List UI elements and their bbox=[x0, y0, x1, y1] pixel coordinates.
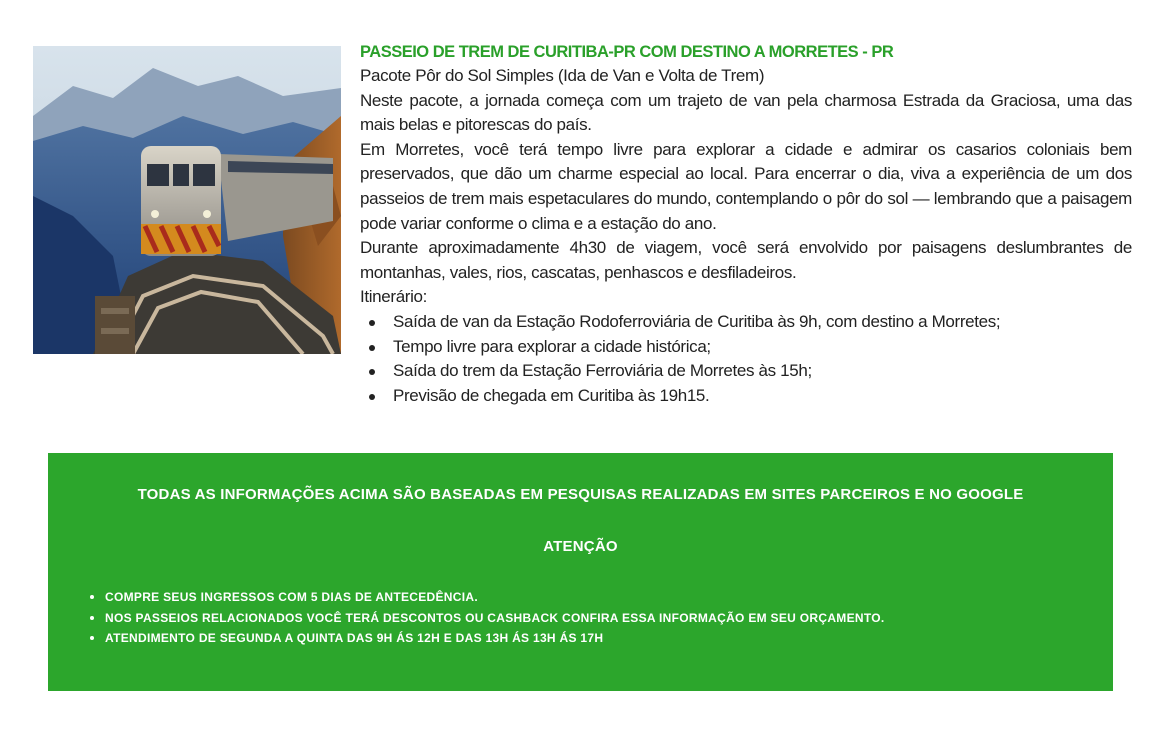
bullet-icon bbox=[369, 345, 375, 351]
notice-banner bbox=[48, 453, 1113, 691]
bullet-icon bbox=[90, 616, 94, 620]
bullet-icon bbox=[90, 595, 94, 599]
notice-item-text: ATENDIMENTO DE SEGUNDA A QUINTA DAS 9H ÁS 12H E DAS 13H ÁS 13H ÁS 17H bbox=[105, 631, 604, 645]
itinerary-item-text: Saída de van da Estação Rodoferroviária de Curitiba às 9h, com destino a Morretes; bbox=[393, 311, 1001, 331]
tour-paragraph: Durante aproximadamente 4h30 de viagem, você será envolvido por paisagens deslumbrantes de montanhas, vales, rios, cascatas, penhascos e desfiladeiros. bbox=[360, 238, 1132, 282]
itinerary-item bbox=[393, 310, 1132, 335]
itinerary-item-text: Saída do trem da Estação Ferroviária de Morretes às 15h; bbox=[393, 361, 812, 381]
bullet-icon bbox=[90, 636, 94, 640]
notice-heading: TODAS AS INFORMAÇÕES ACIMA SÃO BASEADAS EM PESQUISAS REALIZADAS EM SITES PARCEIROS E NO GOOGLE bbox=[137, 486, 1024, 503]
notice-list bbox=[105, 587, 885, 649]
itinerary-item bbox=[393, 335, 1132, 360]
tour-paragraph: Neste pacote, a jornada começa com um trajeto de van pela charmosa Estrada da Graciosa, uma das mais belas e pitorescas do país. bbox=[360, 90, 1132, 135]
notice-attention: ATENÇÃO bbox=[543, 538, 618, 555]
notice-item bbox=[105, 608, 885, 629]
itinerary-label: Itinerário: bbox=[360, 287, 428, 307]
itinerary-item-text: Previsão de chegada em Curitiba às 19h15. bbox=[393, 385, 710, 405]
notice-item-text: NOS PASSEIOS RELACIONADOS VOCÊ TERÁ DESCONTOS OU CASHBACK CONFIRA ESSA INFORMAÇÃO EM SEU ORÇAMENTO. bbox=[105, 610, 885, 625]
tour-subtitle: Pacote Pôr do Sol Simples (Ida de Van e Volta de Trem) bbox=[360, 66, 765, 85]
train-photo bbox=[33, 46, 341, 354]
bullet-icon bbox=[369, 369, 375, 375]
itinerary-item bbox=[393, 384, 1132, 409]
notice-item-text: COMPRE SEUS INGRESSOS COM 5 DIAS DE ANTECEDÊNCIA. bbox=[105, 590, 478, 604]
itinerary-item-text: Tempo livre para explorar a cidade histórica; bbox=[393, 336, 711, 356]
tour-paragraph: Em Morretes, você terá tempo livre para explorar a cidade e admirar os casarios coloniais bem preservados, que dão um charme especial ao local. Para encerrar o dia, viva a experiência de um dos passeios de trem mais espetaculares do mundo, contemplando o pôr do sol — lembrando que a paisagem pode variar conforme o clima e a estação do ano. bbox=[360, 139, 1132, 233]
bullet-icon bbox=[369, 394, 375, 400]
itinerary-item bbox=[393, 359, 1132, 384]
notice-item bbox=[105, 587, 885, 608]
tour-title: PASSEIO DE TREM DE CURITIBA-PR COM DESTINO A MORRETES - PR bbox=[360, 43, 894, 61]
bullet-icon bbox=[369, 320, 375, 326]
notice-item bbox=[105, 628, 885, 649]
tour-description bbox=[360, 40, 1132, 408]
itinerary-list bbox=[360, 310, 1132, 408]
